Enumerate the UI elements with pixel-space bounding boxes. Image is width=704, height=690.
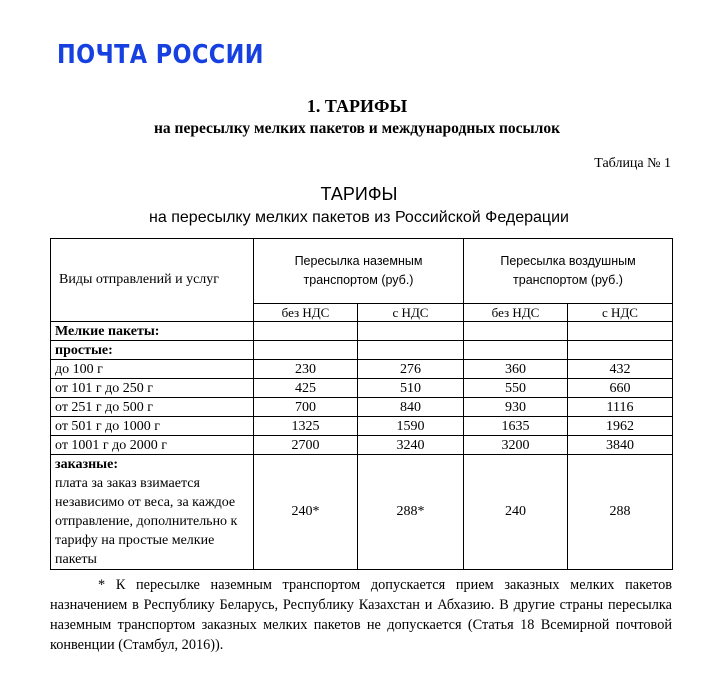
registered-cell bbox=[51, 455, 254, 570]
ground-vat-cell: 840 bbox=[358, 398, 464, 417]
table-row bbox=[51, 379, 673, 398]
footnote bbox=[50, 575, 672, 655]
header-air-no-vat: без НДС bbox=[464, 304, 568, 322]
ground-no-vat-cell: 425 bbox=[254, 379, 358, 398]
air-vat-cell: 660 bbox=[568, 379, 673, 398]
header-ground: Пересылка наземным транспортом (руб.) bbox=[254, 239, 464, 304]
table-row bbox=[51, 417, 673, 436]
air-no-vat-cell: 550 bbox=[464, 379, 568, 398]
air-no-vat-cell: 1635 bbox=[464, 417, 568, 436]
air-vat-cell: 1962 bbox=[568, 417, 673, 436]
table-number: Таблица № 1 bbox=[594, 156, 671, 171]
header-air-with-vat: с НДС bbox=[568, 304, 673, 322]
table-subtitle: на пересылку мелких пакетов из Российской Федерации bbox=[149, 209, 569, 226]
row-label: от 501 г до 1000 г bbox=[51, 417, 254, 436]
registered-row bbox=[51, 455, 673, 570]
air-vat-cell: 432 bbox=[568, 360, 673, 379]
ground-no-vat-cell: 700 bbox=[254, 398, 358, 417]
table-row bbox=[51, 398, 673, 417]
ground-vat-cell: 3240 bbox=[358, 436, 464, 455]
registered-ground-vat: 288* bbox=[358, 455, 464, 570]
section-heading: 1. ТАРИФЫ bbox=[306, 96, 408, 116]
ground-no-vat-cell: 2700 bbox=[254, 436, 358, 455]
ground-vat-cell: 1590 bbox=[358, 417, 464, 436]
air-no-vat-cell: 3200 bbox=[464, 436, 568, 455]
row-label: от 251 г до 500 г bbox=[51, 398, 254, 417]
ground-vat-cell: 510 bbox=[358, 379, 464, 398]
registered-description: плата за заказ взимается независимо от веса, за каждое отправление, дополнительно к тарифу на простые мелкие пакеты bbox=[55, 476, 238, 567]
air-vat-cell: 1116 bbox=[568, 398, 673, 417]
tariffs-table bbox=[50, 238, 673, 570]
header-kind: Виды отправлений и услуг bbox=[51, 239, 254, 322]
section-row bbox=[51, 322, 673, 341]
table-title: ТАРИФЫ bbox=[320, 184, 398, 204]
ground-no-vat-cell: 230 bbox=[254, 360, 358, 379]
table-row bbox=[51, 360, 673, 379]
header-air: Пересылка воздушным транспортом (руб.) bbox=[464, 239, 673, 304]
registered-label: заказные: bbox=[55, 457, 118, 472]
table-header-row bbox=[51, 239, 673, 304]
air-vat-cell: 3840 bbox=[568, 436, 673, 455]
simple-label: простые: bbox=[51, 341, 254, 360]
header-ground-no-vat: без НДС bbox=[254, 304, 358, 322]
pochta-rossii-logo: ПОЧТА РОССИИ bbox=[57, 40, 264, 70]
section-label: Мелкие пакеты: bbox=[51, 322, 254, 341]
header-ground-with-vat: с НДС bbox=[358, 304, 464, 322]
air-no-vat-cell: 360 bbox=[464, 360, 568, 379]
registered-ground-no-vat: 240* bbox=[254, 455, 358, 570]
air-no-vat-cell: 930 bbox=[464, 398, 568, 417]
row-label: от 1001 г до 2000 г bbox=[51, 436, 254, 455]
simple-row bbox=[51, 341, 673, 360]
row-label: от 101 г до 250 г bbox=[51, 379, 254, 398]
ground-vat-cell: 276 bbox=[358, 360, 464, 379]
registered-air-vat: 288 bbox=[568, 455, 673, 570]
footnote-text: * К пересылке наземным транспортом допускается прием заказных мелких пакетов назначением в Республику Беларусь, Республику Казахстан и Абхазию. В другие страны пересылка наземным транспортом заказных мелких пакетов не допускается (Статья 18 Всемирной почтовой конвенции (Стамбул, 2016)). bbox=[50, 577, 672, 653]
row-label: до 100 г bbox=[51, 360, 254, 379]
table-row bbox=[51, 436, 673, 455]
section-subheading: на пересылку мелких пакетов и международных посылок bbox=[153, 120, 561, 137]
registered-air-no-vat: 240 bbox=[464, 455, 568, 570]
ground-no-vat-cell: 1325 bbox=[254, 417, 358, 436]
